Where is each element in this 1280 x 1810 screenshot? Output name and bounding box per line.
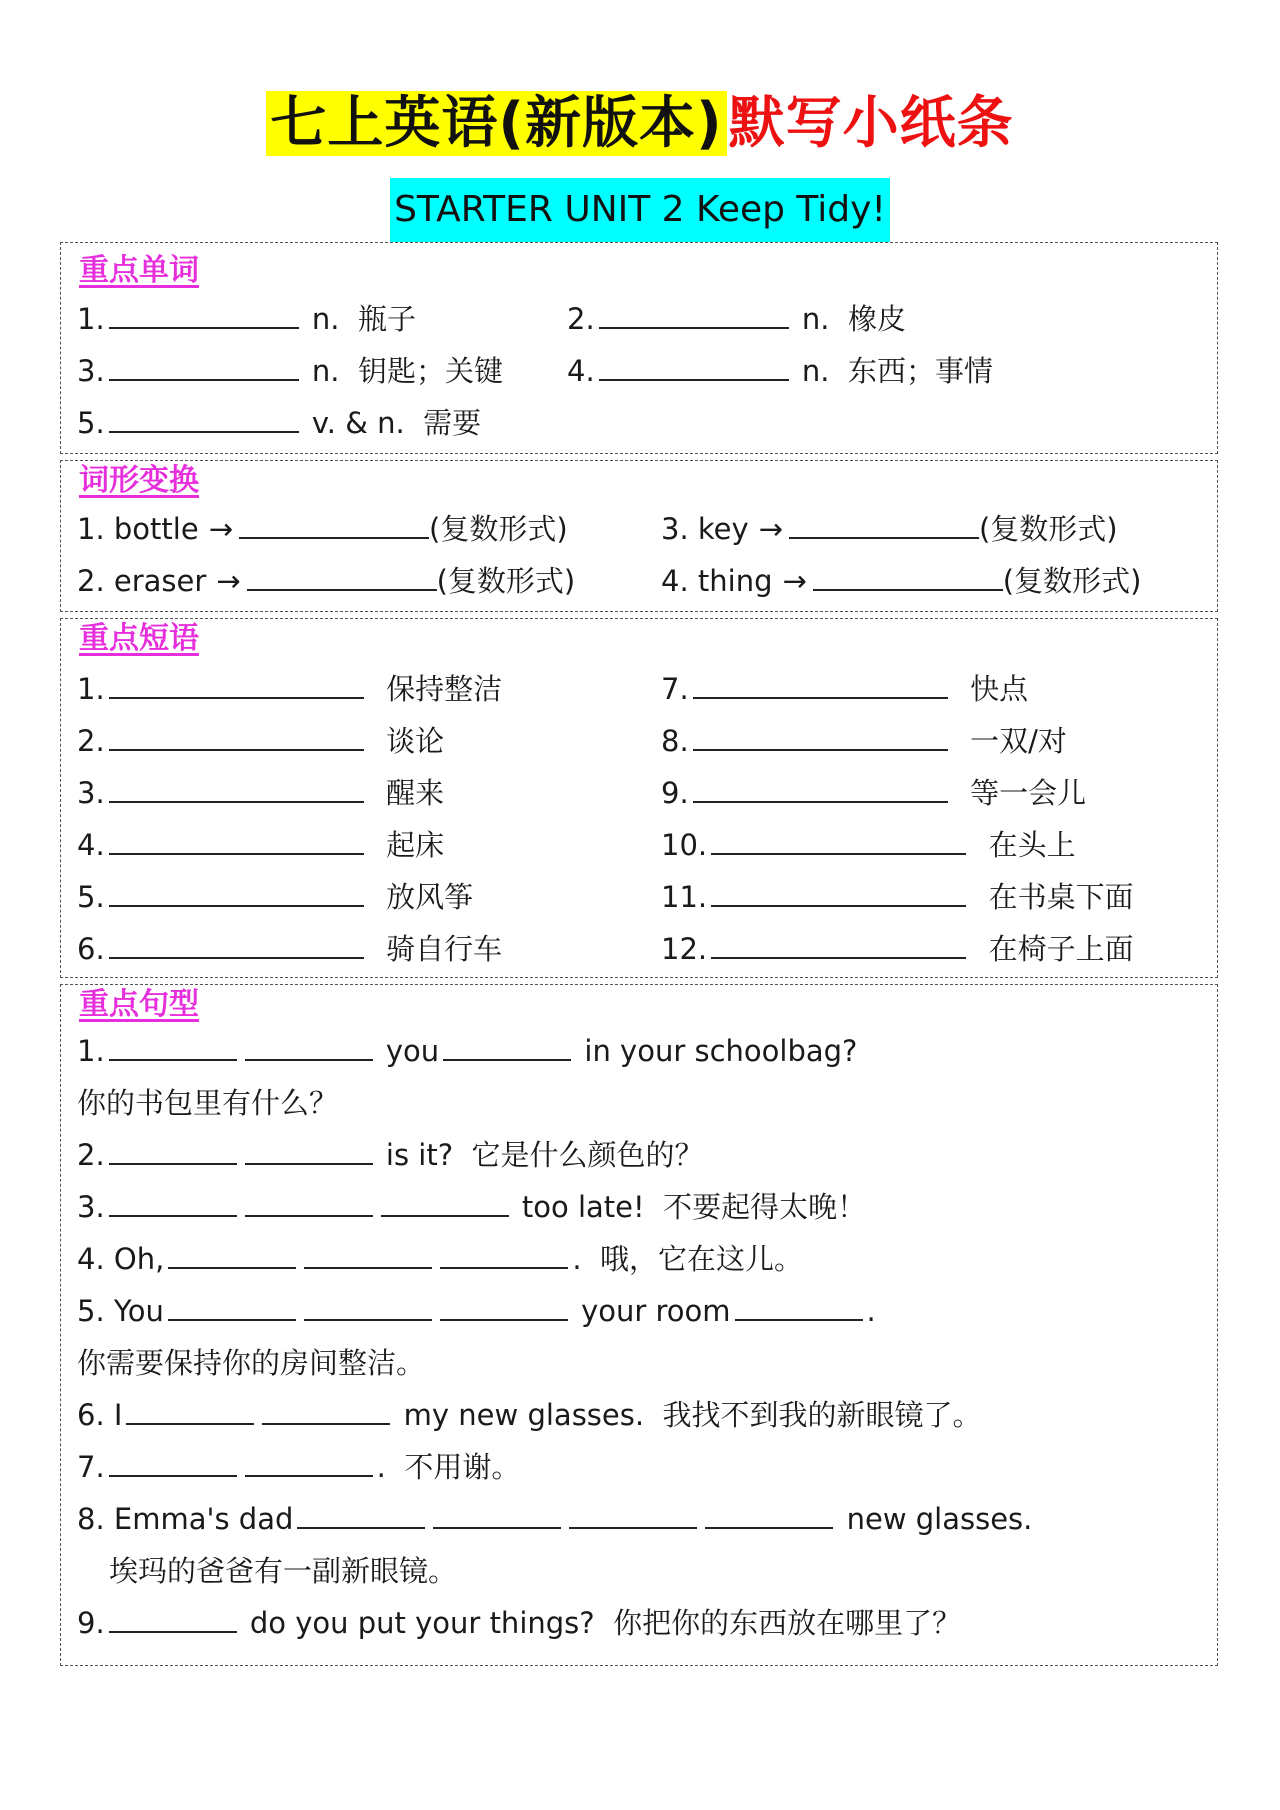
answer-blank[interactable]: [109, 721, 364, 751]
answer-blank[interactable]: [705, 1499, 833, 1529]
sentence-1-translation: 你的书包里有什么？: [77, 1086, 339, 1120]
answer-blank[interactable]: [245, 1135, 373, 1165]
forms-section-title: 词形变换: [79, 463, 199, 498]
sentence-2: 2. is it? 它是什么颜色的？: [77, 1135, 704, 1175]
title-highlight: 七上英语(新版本): [266, 91, 726, 156]
answer-blank[interactable]: [239, 509, 429, 539]
answer-blank[interactable]: [711, 825, 966, 855]
phrase-item: 9. 等一会儿: [661, 773, 1086, 813]
answer-blank[interactable]: [168, 1239, 296, 1269]
arrow-icon: →: [758, 512, 783, 546]
sentence-6: 6. I my new glasses. 我找不到我的新眼镜了。: [77, 1395, 982, 1435]
sentence-1: 1. you in your schoolbag?: [77, 1031, 857, 1071]
answer-blank[interactable]: [126, 1395, 254, 1425]
word-item: 4. n. 东西；事情: [567, 351, 993, 391]
phrase-item: 12. 在椅子上面: [661, 929, 1134, 969]
word-item: 3. n. 钥匙；关键: [77, 351, 503, 391]
answer-blank[interactable]: [262, 1395, 390, 1425]
sentence-9: 9. do you put your things? 你把你的东西放在哪里了？: [77, 1603, 961, 1643]
sentence-8-translation: 埃玛的爸爸有一副新眼镜。: [109, 1554, 458, 1588]
answer-blank[interactable]: [109, 1603, 237, 1633]
answer-blank[interactable]: [304, 1239, 432, 1269]
arrow-icon: →: [782, 564, 807, 598]
answer-blank[interactable]: [109, 1447, 237, 1477]
phrase-item: 11. 在书桌下面: [661, 877, 1134, 917]
phrase-item: 4. 起床: [77, 825, 444, 865]
answer-blank[interactable]: [693, 721, 948, 751]
form-item: 4. thing → (复数形式): [661, 561, 1141, 601]
answer-blank[interactable]: [245, 1187, 373, 1217]
answer-blank[interactable]: [247, 561, 437, 591]
answer-blank[interactable]: [109, 351, 299, 381]
answer-blank[interactable]: [381, 1187, 509, 1217]
answer-blank[interactable]: [109, 1135, 237, 1165]
answer-blank[interactable]: [443, 1031, 571, 1061]
answer-blank[interactable]: [297, 1499, 425, 1529]
sentence-7: 7. . 不用谢。: [77, 1447, 520, 1487]
answer-blank[interactable]: [711, 877, 966, 907]
unit-subtitle: STARTER UNIT 2 Keep Tidy!: [390, 178, 890, 242]
answer-blank[interactable]: [433, 1499, 561, 1529]
words-section-title: 重点单词: [79, 253, 199, 288]
answer-blank[interactable]: [109, 877, 364, 907]
phrases-section: [60, 618, 1218, 978]
sentence-5: 5. You your room .: [77, 1291, 876, 1331]
page-title: [266, 78, 1013, 170]
answer-blank[interactable]: [245, 1031, 373, 1061]
phrase-item: 3. 醒来: [77, 773, 444, 813]
phrase-item: 8. 一双/对: [661, 721, 1067, 761]
answer-blank[interactable]: [109, 825, 364, 855]
answer-blank[interactable]: [109, 1031, 237, 1061]
arrow-icon: →: [216, 564, 241, 598]
answer-blank[interactable]: [693, 669, 948, 699]
sentence-8: 8. Emma's dad new glasses.: [77, 1499, 1032, 1539]
answer-blank[interactable]: [813, 561, 1003, 591]
phrase-item: 7. 快点: [661, 669, 1028, 709]
sentence-5-translation: 你需要保持你的房间整洁。: [77, 1346, 426, 1380]
answer-blank[interactable]: [569, 1499, 697, 1529]
answer-blank[interactable]: [109, 773, 364, 803]
sentence-3: 3. too late! 不要起得太晚！: [77, 1187, 866, 1227]
answer-blank[interactable]: [599, 299, 789, 329]
answer-blank[interactable]: [599, 351, 789, 381]
answer-blank[interactable]: [109, 669, 364, 699]
word-item: 2. n. 橡皮: [567, 299, 906, 339]
answer-blank[interactable]: [109, 1187, 237, 1217]
answer-blank[interactable]: [245, 1447, 373, 1477]
answer-blank[interactable]: [109, 929, 364, 959]
arrow-icon: →: [208, 512, 233, 546]
answer-blank[interactable]: [693, 773, 948, 803]
subtitle-area: [0, 178, 1280, 242]
word-item: 5. v. & n. 需要: [77, 403, 481, 443]
word-item: 1. n. 瓶子: [77, 299, 416, 339]
answer-blank[interactable]: [735, 1291, 863, 1321]
phrase-item: 10. 在头上: [661, 825, 1076, 865]
answer-blank[interactable]: [711, 929, 966, 959]
phrases-section-title: 重点短语: [79, 621, 199, 656]
answer-blank[interactable]: [789, 509, 979, 539]
title-area: [0, 78, 1280, 170]
forms-section: [60, 460, 1218, 612]
answer-blank[interactable]: [440, 1291, 568, 1321]
answer-blank[interactable]: [109, 403, 299, 433]
sentences-section-title: 重点句型: [79, 987, 199, 1022]
form-item: 3. key → (复数形式): [661, 509, 1118, 549]
answer-blank[interactable]: [109, 299, 299, 329]
title-red: 默写小纸条: [728, 91, 1014, 156]
answer-blank[interactable]: [168, 1291, 296, 1321]
phrase-item: 2. 谈论: [77, 721, 444, 761]
form-item: 1. bottle → (复数形式): [77, 509, 568, 549]
answer-blank[interactable]: [440, 1239, 568, 1269]
phrase-item: 5. 放风筝: [77, 877, 473, 917]
phrase-item: 6. 骑自行车: [77, 929, 502, 969]
answer-blank[interactable]: [304, 1291, 432, 1321]
sentence-4: 4. Oh, . 哦，它在这儿。: [77, 1239, 803, 1279]
form-item: 2. eraser → (复数形式): [77, 561, 575, 601]
sentences-section: [60, 984, 1218, 1666]
words-section: [60, 242, 1218, 454]
phrase-item: 1. 保持整洁: [77, 669, 502, 709]
